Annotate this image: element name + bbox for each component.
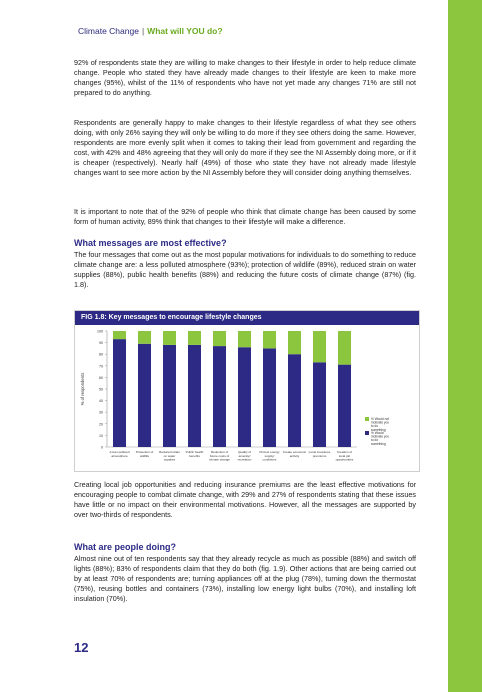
bar-motivate — [188, 345, 201, 447]
bar-not-motivate — [138, 331, 151, 344]
header-right: What will YOU do? — [147, 26, 223, 36]
paragraph-1: 92% of respondents state they are willing to make changes to their lifestyle in order to help reduce climate change. People who stated they have already made changes to their lifestyle are keen to make more changes (95%), whilst of the 11% of respondents who have not yet made any changes 71% are still not prepared to do anything. — [74, 58, 416, 97]
category-label: Public health benefits — [185, 450, 204, 458]
section-text-messages: The four messages that come out as the most popular motivations for individuals to do something to reduce climate change are: a less polluted atmosphere (93%); protection of wildlife (89%), reduced strain on water supplies (88%), public health benefits (88%) and reducing the future costs of climate change (87%) (fig. 1.8). — [74, 250, 416, 289]
y-tick-label: 20 — [99, 422, 103, 427]
category-label: Reduced strain on water supplies — [159, 450, 180, 462]
category-label: Protect energy supply/ conditions — [259, 450, 280, 462]
bar-not-motivate — [188, 331, 201, 345]
bar-motivate — [138, 344, 151, 447]
y-tick-label: 10 — [99, 433, 103, 438]
bar-motivate — [313, 362, 326, 447]
section-text-doing: Almost nine out of ten respondents say that they already recycle as much as possible (88%) and switch off lights (88%); 83% of respondents claim that they do both (fig. 1.9). Other actions that are being carried out by at least 70% of respondents are; turning appliances off at the plug (78%), turning down the thermostat (75%), reusing bottles and containers (73%), installing low energy light bulbs (70%), and installing loft insulation (70%). — [74, 554, 416, 603]
y-tick-label: 30 — [99, 410, 103, 415]
bar-motivate — [163, 345, 176, 447]
y-tick-label: 0 — [101, 445, 103, 450]
figure-1-8 — [74, 310, 420, 472]
y-axis-label: % of respondents — [80, 372, 85, 406]
bar-motivate — [213, 346, 226, 447]
y-tick-label: 70 — [99, 364, 103, 369]
section-messages — [74, 238, 416, 290]
figure-title: FIG 1.8: Key messages to encourage lifestyle changes — [75, 311, 419, 325]
bar-not-motivate — [163, 331, 176, 345]
page-number: 12 — [74, 640, 89, 655]
header-separator: | — [141, 26, 145, 36]
bar-not-motivate — [113, 331, 126, 339]
category-label: Reduction of future costs of climate change — [209, 450, 230, 462]
category-label: A less polluted atmosphere — [109, 450, 130, 458]
paragraph-2-block — [74, 118, 416, 178]
category-label: Quality of amenity/ recreation — [237, 450, 252, 462]
bar-motivate — [263, 348, 276, 447]
bar-motivate — [238, 347, 251, 447]
bar-not-motivate — [263, 331, 276, 348]
paragraph-3-block — [74, 207, 416, 227]
legend-label: % Would not motivate you to do something — [371, 417, 390, 432]
after-chart-block — [74, 480, 416, 520]
section-heading-messages: What messages are most effective? — [74, 238, 227, 248]
category-label: Protection of wildlife — [135, 450, 154, 458]
bar-not-motivate — [338, 331, 351, 365]
bar-not-motivate — [238, 331, 251, 347]
bar-motivate — [113, 339, 126, 447]
bar-chart — [75, 325, 419, 471]
legend-swatch — [365, 431, 369, 435]
category-label: Creation of local job opportunities — [335, 450, 354, 462]
running-header — [78, 26, 223, 36]
after-chart-text: Creating local job opportunities and reducing insurance premiums are the least effective motivations for encouraging people to combat climate change, with 29% and 27% of respondents stating that these issues have little or no impact on their environmental motivations. However, all the messages are supported by over two-thirds of respondents. — [74, 480, 416, 519]
y-tick-label: 80 — [99, 352, 103, 357]
bar-not-motivate — [313, 331, 326, 362]
legend-label: % Would motivate you to do something — [371, 431, 390, 446]
bar-motivate — [338, 365, 351, 447]
category-label: Create economic activity — [282, 450, 307, 458]
category-label: Local insurance premiums — [308, 450, 331, 458]
bar-motivate — [288, 354, 301, 447]
y-tick-label: 40 — [99, 399, 103, 404]
y-tick-label: 50 — [99, 387, 103, 392]
section-heading-doing: What are people doing? — [74, 542, 177, 552]
paragraph-1-block — [74, 58, 416, 98]
paragraph-3: It is important to note that of the 92% of people who think that climate change has been caused by some form of human activity, 89% think that changes to their lifestyle will make a difference. — [74, 207, 416, 226]
y-tick-label: 100 — [97, 329, 103, 334]
bar-not-motivate — [288, 331, 301, 354]
side-accent-bar — [448, 0, 482, 692]
header-left: Climate Change — [78, 26, 139, 36]
bar-not-motivate — [213, 331, 226, 346]
section-doing — [74, 542, 416, 604]
y-tick-label: 60 — [99, 375, 103, 380]
y-tick-label: 90 — [99, 341, 103, 346]
legend-swatch — [365, 417, 369, 421]
paragraph-2: Respondents are generally happy to make changes to their lifestyle regardless of what they see others doing, with only 26% saying they will only be willing to do more if they see others doing the same. However, respondents are more evenly split when it comes to taking their lead from government and regarding the cost, with 42% and 48% agreeing that they will only do more if they see the NI Assembly doing more, or if it is cheaper (respectively). Nearly half (49%) of those who state they have not already made lifestyle changes want to see more action by the NI Assembly before they will consider doing anything themselves. — [74, 118, 416, 177]
